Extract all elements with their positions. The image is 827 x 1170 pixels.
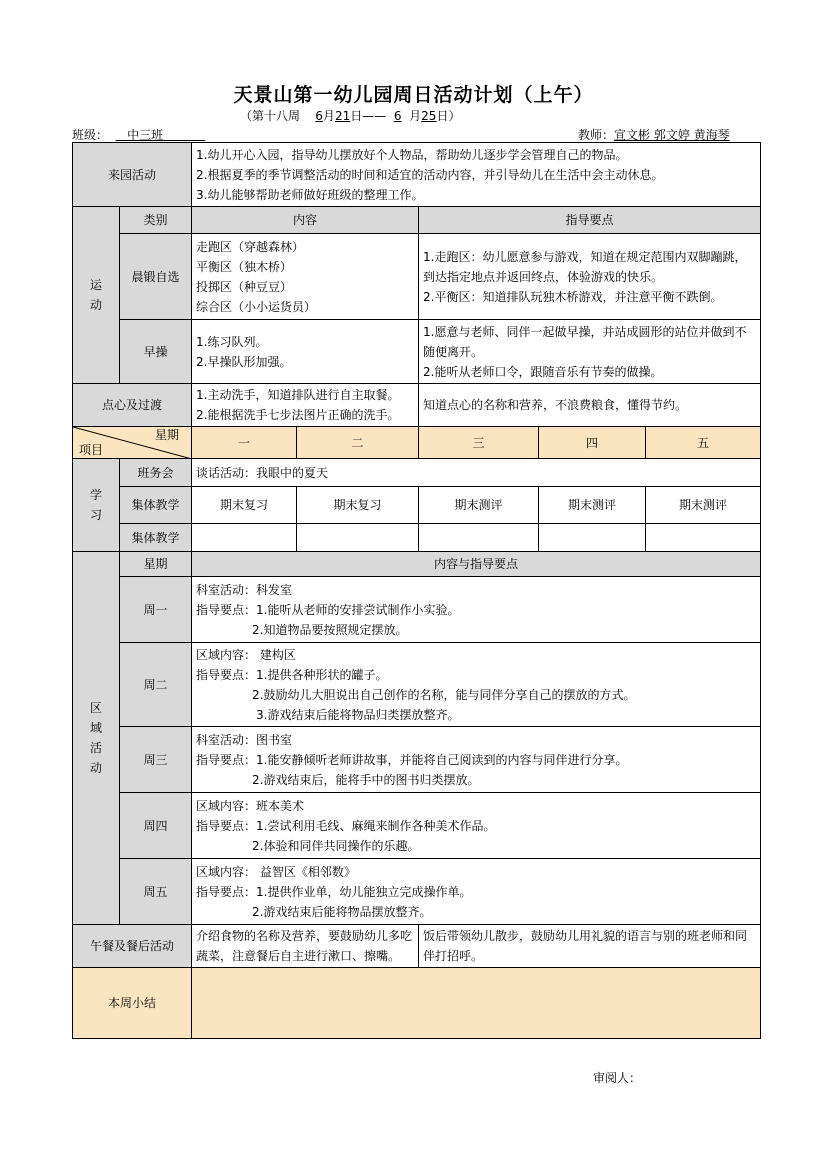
area-day-label: 周四 — [120, 793, 192, 859]
area-day-row — [73, 859, 761, 925]
arrival-row — [73, 143, 761, 207]
point-item: 2.平衡区：知道排队玩独木桥游戏，并注意平衡不跌倒。 — [423, 289, 723, 304]
group-teaching-cell: 期末测评 — [539, 487, 646, 524]
snack-content — [192, 384, 419, 427]
exercise-item: 1.练习队列。 — [196, 334, 268, 349]
lunch-left: 介绍食物的名称及营养，要鼓励幼儿多吃蔬菜，注意餐后自主进行漱口、擦嘴。 — [192, 925, 419, 968]
class-label: 班级： — [72, 128, 109, 142]
point-item: 1.愿意与老师、同伴一起做早操，并站成圆形的站位并做到不随便离开。 — [423, 324, 747, 359]
day-end: 日） — [436, 109, 461, 123]
area-day-content: 科室活动：科发室 指导要点：1.能听从老师的安排尝试制作小实验。 2.知道物品要按照规定摆放。 — [192, 577, 761, 643]
empty-cell — [192, 524, 297, 552]
day-header: 三 — [419, 427, 539, 459]
sports-header-row — [73, 207, 761, 234]
area-day-label: 周五 — [120, 859, 192, 925]
day-header: 四 — [539, 427, 646, 459]
summary-content — [192, 968, 761, 1039]
snack-row — [73, 384, 761, 427]
morning-exercise-content — [192, 320, 419, 384]
end-month: 6 — [393, 109, 402, 123]
group-teaching-label-2: 集体教学 — [120, 524, 192, 552]
class-info-row — [72, 126, 760, 142]
area-day-content: 区域内容： 益智区《相邻数》 指导要点：1.提供作业单，幼儿能独立完成操作单。 2.游戏结束后能将物品摆放整齐。 — [192, 859, 761, 925]
day-header: 一 — [192, 427, 297, 459]
category-header: 类别 — [120, 207, 192, 234]
area-item: 平衡区（独木桥） — [196, 259, 293, 274]
area-day-row — [73, 727, 761, 793]
end-day: 25 — [421, 109, 437, 123]
area-day-content: 区域内容： 建构区 指导要点：1.提供各种形状的罐子。 2.鼓励幼儿大胆说出自己创作的名称，能与同伴分享自己的摆放的方式。 3.游戏结束后能将物品归类摆放整齐。 — [192, 643, 761, 727]
arrival-item: 3.幼儿能够帮助老师做好班级的整理工作。 — [196, 187, 424, 202]
month-char: 月 — [322, 109, 335, 123]
content-header: 内容 — [192, 207, 419, 234]
exercise-item: 2.早操队形加强。 — [196, 354, 292, 369]
morning-free-row — [73, 234, 761, 320]
area-item: 综合区（小小运货员） — [196, 299, 317, 314]
area-day-label: 周三 — [120, 727, 192, 793]
class-meeting-value: 谈话活动：我眼中的夏天 — [192, 459, 761, 487]
point-item: 2.能听从老师口令，跟随音乐有节奏的做操。 — [423, 364, 663, 379]
start-day: 21 — [334, 109, 351, 123]
group-teaching-label: 集体教学 — [120, 487, 192, 524]
summary-label: 本周小结 — [73, 968, 192, 1039]
study-label: 学 习 — [73, 459, 120, 552]
teacher-label: 教师： — [578, 128, 615, 142]
area-label: 区 域 活 动 — [73, 552, 120, 925]
class-value: 中三班 — [127, 128, 164, 142]
point-item: 1.走跑区：幼儿愿意参与游戏，知道在规定范围内双脚蹦跳，到达指定地点并返回终点，体验游戏的快乐。 — [423, 249, 747, 284]
empty-cell — [646, 524, 761, 552]
arrival-content — [192, 143, 761, 207]
area-day-row — [73, 793, 761, 859]
summary-row — [73, 968, 761, 1039]
day-sep: 日—— — [350, 109, 387, 123]
area-day-row — [73, 577, 761, 643]
area-item: 投掷区（种豆豆） — [196, 279, 293, 294]
arrival-item: 1.幼儿开心入园，指导幼儿摆放好个人物品，帮助幼儿逐步学会管理自己的物品。 — [196, 147, 628, 162]
corner-week-label: 星期 — [155, 428, 180, 442]
area-day-label: 周一 — [120, 577, 192, 643]
empty-cell — [539, 524, 646, 552]
week-corner-cell — [73, 427, 192, 459]
lunch-row — [73, 925, 761, 968]
month-char-2: 月 — [409, 109, 422, 123]
reviewer-label: 审阅人： — [593, 1071, 642, 1085]
area-day-row — [73, 643, 761, 727]
area-content-header: 内容与指导要点 — [192, 552, 761, 577]
group-teaching-cell: 期末复习 — [192, 487, 297, 524]
arrival-label: 来园活动 — [73, 143, 192, 207]
area-day-header: 星期 — [120, 552, 192, 577]
teacher-value: 宣文彬 郭文婷 黄海琴 — [614, 128, 730, 142]
week-label: （第十八周 — [240, 109, 301, 123]
morning-free-content — [192, 234, 419, 320]
day-header: 五 — [646, 427, 761, 459]
morning-free-points — [419, 234, 761, 320]
class-meeting-row — [73, 459, 761, 487]
area-day-content: 科室活动：图书室 指导要点：1.能安静倾听老师讲故事，并能将自己阅读到的内容与同伴进行分享。 2.游戏结束后，能将手中的图书归类摆放。 — [192, 727, 761, 793]
group-teaching-cell: 期末复习 — [297, 487, 419, 524]
group-teaching-row-2 — [73, 524, 761, 552]
arrival-item: 2.根据夏季的季节调整活动的时间和适宜的活动内容，并引导幼儿在生活中会主动休息。 — [196, 167, 664, 182]
morning-free-label: 晨锻自选 — [120, 234, 192, 320]
area-item: 走跑区（穿越森林） — [196, 239, 305, 254]
lunch-right: 饭后带领幼儿散步，鼓励幼儿用礼貌的语言与别的班老师和同伴打招呼。 — [419, 925, 761, 968]
area-header-row — [73, 552, 761, 577]
morning-exercise-row — [73, 320, 761, 384]
corner-item-label: 项目 — [79, 443, 104, 457]
snack-item: 2.能根据洗手七步法图片正确的洗手。 — [196, 408, 400, 422]
week-range — [240, 107, 460, 124]
morning-exercise-label: 早操 — [120, 320, 192, 384]
snack-item: 1.主动洗手，知道排队进行自主取餐。 — [196, 388, 400, 402]
day-header: 二 — [297, 427, 419, 459]
sports-label: 运 动 — [73, 207, 120, 384]
area-day-label: 周二 — [120, 643, 192, 727]
empty-cell — [297, 524, 419, 552]
empty-cell — [419, 524, 539, 552]
week-header-row — [73, 427, 761, 459]
class-meeting-label: 班务会 — [120, 459, 192, 487]
area-day-content: 区域内容：班本美术 指导要点：1.尝试利用毛线、麻绳来制作各种美术作品。 2.体验和同伴共同操作的乐趣。 — [192, 793, 761, 859]
teacher-info — [578, 126, 730, 143]
class-info — [72, 126, 205, 143]
group-teaching-row — [73, 487, 761, 524]
points-header: 指导要点 — [419, 207, 761, 234]
lunch-label: 午餐及餐后活动 — [73, 925, 192, 968]
snack-label: 点心及过渡 — [73, 384, 192, 427]
group-teaching-cell: 期末测评 — [419, 487, 539, 524]
start-month: 6 — [315, 109, 323, 123]
activity-plan-table — [72, 142, 761, 1039]
snack-points: 知道点心的名称和营养，不浪费粮食，懂得节约。 — [419, 384, 761, 427]
morning-exercise-points — [419, 320, 761, 384]
page-title: 天景山第一幼儿园周日活动计划（上午） — [233, 84, 594, 106]
group-teaching-cell: 期末测评 — [646, 487, 761, 524]
